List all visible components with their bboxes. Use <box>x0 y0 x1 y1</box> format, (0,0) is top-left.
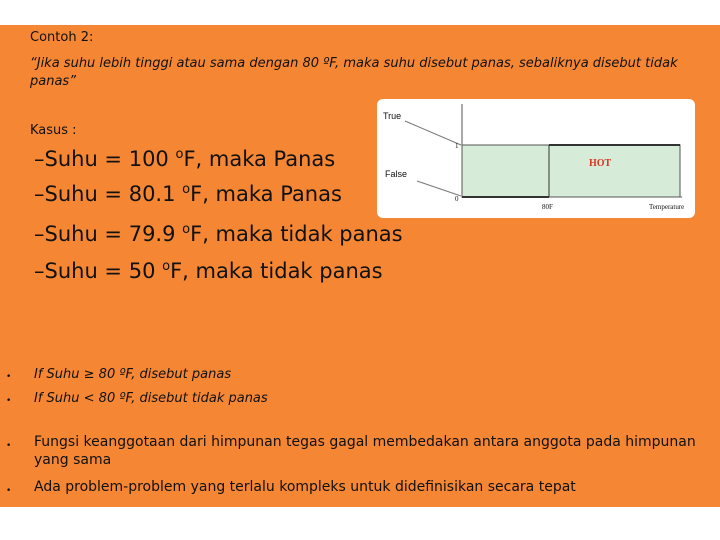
true-pointer <box>405 121 461 145</box>
note-bullet: Fungsi keanggotaan dari himpunan tegas gagal membedakan antara anggota pada himpunan <box>34 434 696 450</box>
false-label: False <box>385 169 408 179</box>
crisp-membership-graph <box>377 99 695 218</box>
case-line: –Suhu = 100 $^o$F, maka Panas <box>34 147 336 171</box>
slide-heading: Contoh 2: <box>30 30 94 45</box>
bullet-icon: • <box>6 396 12 406</box>
bullet-icon: • <box>6 372 12 382</box>
hot-label: HOT <box>589 158 612 169</box>
slide <box>0 25 720 507</box>
if-bullet: If Suhu ≥ 80 ºF, disebut panas <box>34 367 232 382</box>
bullet-icon: • <box>6 441 12 451</box>
y-tick-one: 1 <box>455 142 459 150</box>
rule-quote: “Jika suhu lebih tinggi atau sama dengan 80 ºF, maka suhu disebut panas, sebaliknya disebut tidak panas” <box>30 56 678 89</box>
case-line: –Suhu = 80.1 $^o$F, maka Panas <box>34 182 342 206</box>
bullet-icon: • <box>6 486 12 496</box>
true-label: True <box>383 111 402 121</box>
x-axis-label: Temperature <box>649 203 685 211</box>
kasus-label: Kasus : <box>30 123 77 138</box>
graph-svg <box>377 99 695 218</box>
hot-region <box>462 145 680 197</box>
case-line: –Suhu = 79.9 $^o$F, maka tidak panas <box>34 222 403 246</box>
x-tick-80f: 80F <box>542 203 553 211</box>
false-pointer <box>417 181 461 196</box>
note-bullet-continued: yang sama <box>34 452 112 468</box>
y-tick-zero: 0 <box>455 195 459 203</box>
if-bullet: If Suhu < 80 ºF, disebut tidak panas <box>34 391 268 406</box>
note-bullet: Ada problem-problem yang terlalu kompleks untuk didefinisikan secara tepat <box>34 479 576 495</box>
case-line: –Suhu = 50 $^o$F, maka tidak panas <box>34 259 383 283</box>
